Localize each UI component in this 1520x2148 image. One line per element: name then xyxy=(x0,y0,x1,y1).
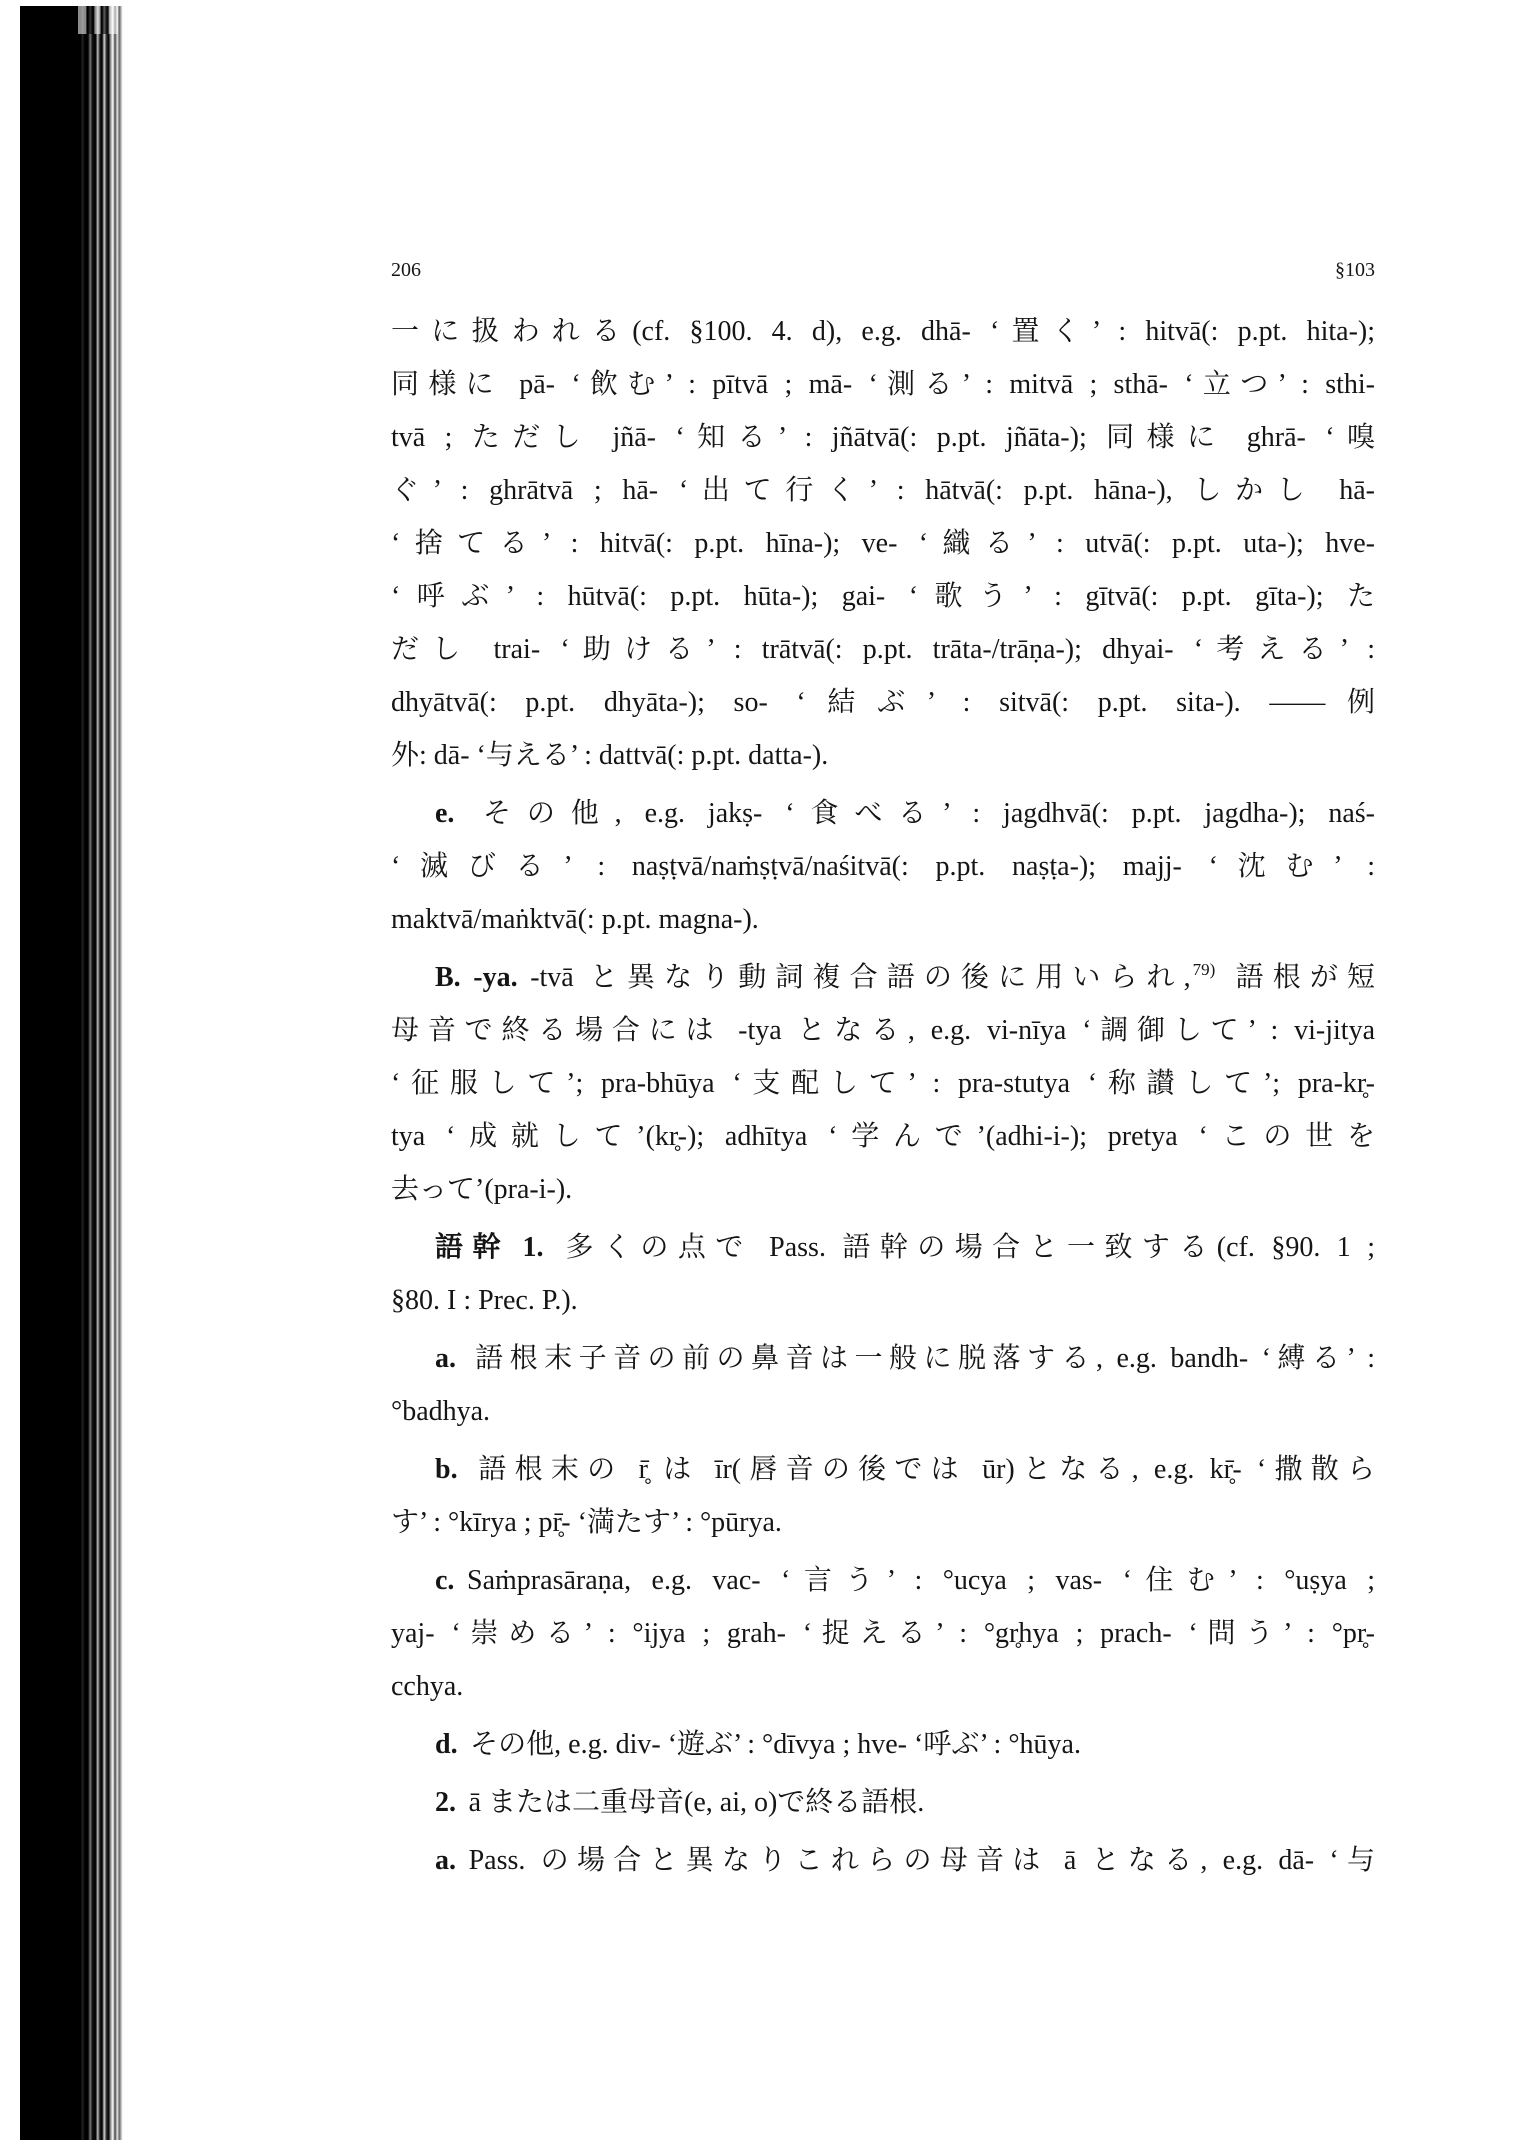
bold-label: d. xyxy=(435,1729,458,1760)
body-text xyxy=(391,305,1375,1887)
text-line: 同様に pā- ‘飲む’ : pītvā ; mā- ‘測る’ : mitvā ; sthā- ‘立つ’ : sthi- xyxy=(391,369,1375,400)
text-line: dhyātvā(: p.pt. dhyāta-); so- ‘結ぶ’ : sitvā(: p.pt. sita-). ——例 xyxy=(391,687,1375,718)
running-header xyxy=(391,257,1375,283)
text-line xyxy=(391,1332,1375,1385)
text-line: 一に扱われる(cf. §100. 4. d), e.g. dhā- ‘置く’ : hitvā(: p.pt. hita-); xyxy=(391,316,1375,347)
text-line: ‘征服して’; pra-bhūya ‘支配して’ : pra-stutya ‘称讃して’; pra-kr̥- xyxy=(391,1068,1375,1099)
paragraph xyxy=(391,1776,1375,1829)
paragraph xyxy=(391,1554,1375,1713)
text-line: 母音で終る場合には -tya となる, e.g. vi-nīya ‘調御して’ : vi-jitya xyxy=(391,1015,1375,1046)
line-text: ā または二重母音(e, ai, o)で終る語根. xyxy=(468,1787,925,1818)
paragraph xyxy=(391,787,1375,946)
text-line xyxy=(391,1718,1375,1771)
bold-label: a. xyxy=(435,1343,456,1374)
text-line: す’ : °kīrya ; pr̥̄- ‘満たす’ : °pūrya. xyxy=(391,1507,782,1538)
paragraph xyxy=(391,1834,1375,1887)
section-number: §103 xyxy=(1335,259,1375,281)
text-line xyxy=(391,1221,1375,1274)
bold-label: 語幹 xyxy=(435,1232,510,1263)
paragraph xyxy=(391,1221,1375,1327)
bold-label: e. xyxy=(435,798,455,829)
paragraph xyxy=(391,1443,1375,1549)
text-line: ‘呼ぶ’ : hūtvā(: p.pt. hūta-); gai- ‘歌う’ : gītvā(: p.pt. gīta-); た xyxy=(391,581,1375,612)
paragraph xyxy=(391,305,1375,782)
bold-label: -ya. xyxy=(473,962,518,993)
text-line: だし trai- ‘助ける’ : trātvā(: p.pt. trāta-/trāṇa-); dhyai- ‘考える’ : xyxy=(391,634,1375,665)
text-line xyxy=(391,1554,1375,1607)
line-text: Saṁprasāraṇa, e.g. vac- ‘言う’ : °ucya ; vas- ‘住む’ : °uṣya ; xyxy=(467,1565,1375,1596)
text-line: ‘捨てる’ : hitvā(: p.pt. hīna-); ve- ‘織る’ : utvā(: p.pt. uta-); hve- xyxy=(391,528,1375,559)
text-line: 外: dā- ‘与える’ : dattvā(: p.pt. datta-). xyxy=(391,740,829,771)
scan-edge-shadow xyxy=(20,6,128,2140)
bold-label: a. xyxy=(435,1845,456,1876)
text-line: °badhya. xyxy=(391,1396,491,1427)
line-text: -tvā と異なり動詞複合語の後に用いられ, xyxy=(530,962,1191,993)
text-line: §80. I : Prec. P.). xyxy=(391,1285,578,1316)
text-line: cchya. xyxy=(391,1671,464,1702)
text-line xyxy=(391,787,1375,840)
line-text: その他, e.g. div- ‘遊ぶ’ : °dīvya ; hve- ‘呼ぶ’ : °hūya. xyxy=(470,1729,1081,1760)
line-text: 語根末の r̥̄ は īr(唇音の後では ūr)となる, e.g. kr̥̄- ‘撒散ら xyxy=(470,1454,1375,1485)
footnote-marker: 79) xyxy=(1192,960,1216,979)
text-line: tvā ; ただし jñā- ‘知る’ : jñātvā(: p.pt. jñāta-); 同様に ghrā- ‘嗅 xyxy=(391,422,1375,453)
line-text: 多くの点で Pass. 語幹の場合と一致する(cf. §90. 1 ; xyxy=(556,1232,1375,1263)
bold-label: B. xyxy=(435,962,461,993)
bold-label: c. xyxy=(435,1565,455,1596)
paragraph xyxy=(391,1332,1375,1438)
bold-label: 1. xyxy=(522,1232,544,1263)
line-text: その他, e.g. jakṣ- ‘食べる’ : jagdhvā(: p.pt. jagdha-); naś- xyxy=(467,798,1375,829)
line-text: 語根末子音の前の鼻音は一般に脱落する, e.g. bandh- ‘縛る’ : xyxy=(468,1343,1375,1374)
line-text: Pass. の場合と異なりこれらの母音は ā となる, e.g. dā- ‘与 xyxy=(468,1845,1375,1876)
bold-label: b. xyxy=(435,1454,458,1485)
paragraph xyxy=(391,951,1375,1216)
text-line: ‘滅びる’ : naṣṭvā/naṁṣṭvā/naśitvā(: p.pt. naṣṭa-); majj- ‘沈む’ : xyxy=(391,851,1375,882)
text-line: ぐ’ : ghrātvā ; hā- ‘出て行く’ : hātvā(: p.pt. hāna-), しかし hā- xyxy=(391,475,1375,506)
text-line xyxy=(391,1834,1375,1887)
text-line xyxy=(391,951,1375,1004)
text-line xyxy=(391,1443,1375,1496)
text-line xyxy=(391,1776,1375,1829)
text-line: tya ‘成就して’(kr̥-); adhītya ‘学んで’(adhi-i-); pretya ‘この世を xyxy=(391,1121,1375,1152)
text-line: maktvā/maṅktvā(: p.pt. magna-). xyxy=(391,904,759,935)
text-line: 去って’(pra-i-). xyxy=(391,1174,573,1205)
scan-edge-streaks xyxy=(78,6,118,34)
paragraph xyxy=(391,1718,1375,1771)
text-line: yaj- ‘崇める’ : °ijya ; grah- ‘捉える’ : °gr̥hya ; prach- ‘問う’ : °pr̥- xyxy=(391,1618,1375,1649)
bold-label: 2. xyxy=(435,1787,456,1818)
page-number: 206 xyxy=(391,259,421,281)
line-text: 語根が短 xyxy=(1226,962,1375,993)
